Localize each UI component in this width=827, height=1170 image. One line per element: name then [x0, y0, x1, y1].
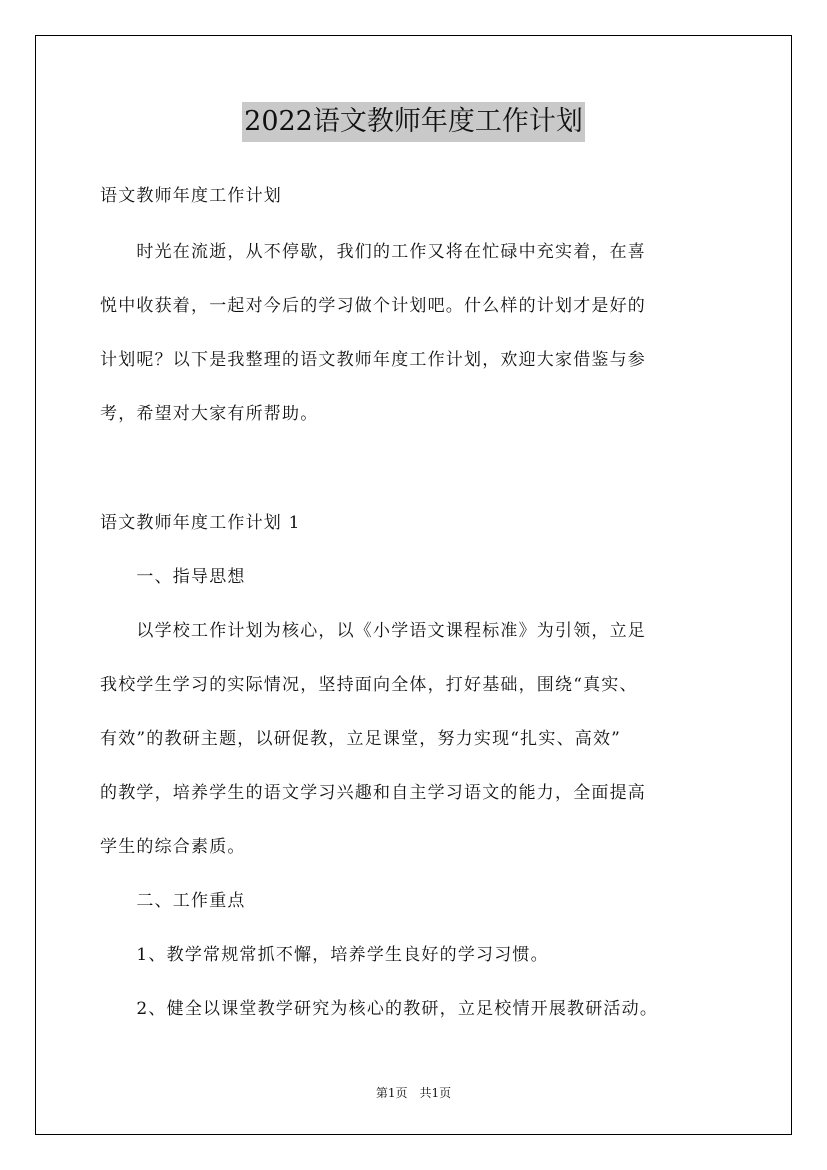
section-heading: 语文教师年度工作计划 1 — [100, 513, 301, 533]
list-item: 1、教学常规常抓不懈，培养学生良好的学习习惯。 — [100, 945, 549, 965]
paragraph-line: 时光在流逝，从不停歇，我们的工作又将在忙碌中充实着，在喜 — [100, 242, 646, 262]
page-footer: 第1页 共1页 — [375, 1086, 452, 1100]
paragraph-line: 计划呢？以下是我整理的语文教师年度工作计划，欢迎大家借鉴与参 — [100, 350, 646, 370]
document-title: 2022语文教师年度工作计划 — [242, 102, 585, 142]
paragraph-line: 我校学生学习的实际情况，坚持面向全体，打好基础，围绕“真实、 — [100, 675, 638, 695]
paragraph-line: 悦中收获着，一起对今后的学习做个计划吧。什么样的计划才是好的 — [100, 296, 646, 316]
subsection-heading: 一、指导思想 — [100, 567, 246, 587]
paragraph-line: 的教学，培养学生的语文学习兴趣和自主学习语文的能力，全面提高 — [100, 783, 646, 803]
paragraph-line: 考，希望对大家有所帮助。 — [100, 404, 319, 424]
list-item: 2、健全以课堂教学研究为核心的教研，立足校情开展教研活动。 — [100, 999, 659, 1019]
paragraph-line: 有效”的教研主题，以研促教，立足课堂，努力实现“扎实、高效” — [100, 729, 622, 749]
subsection-heading: 二、工作重点 — [100, 891, 246, 911]
title-container — [0, 102, 827, 142]
section-heading: 语文教师年度工作计划 — [100, 186, 282, 206]
paragraph-line: 学生的综合素质。 — [100, 837, 246, 857]
paragraph-line: 以学校工作计划为核心，以《小学语文课程标准》为引领，立足 — [100, 621, 646, 641]
